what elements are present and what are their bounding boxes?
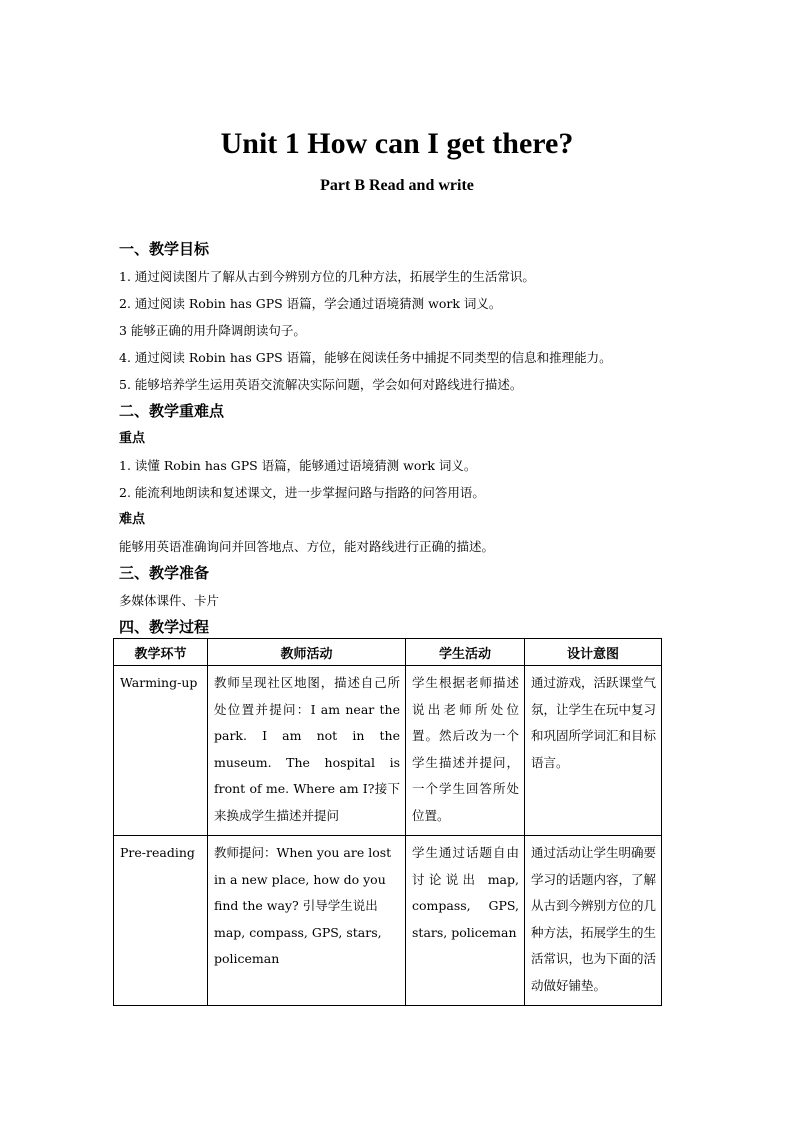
student-activity-cell: 学生根据老师描述说出老师所处位置。然后改为一个学生描述并提问，一个学生回答所处位置。 (406, 666, 525, 836)
key-points-heading: 二、教学重难点 (119, 402, 225, 420)
goal-item: 4. 通过阅读 Robin has GPS 语篇，能够在阅读任务中捕捉不同类型的信息和推理能力。 (119, 350, 612, 365)
preparation-text: 多媒体课件、卡片 (119, 593, 220, 608)
process-heading: 四、教学过程 (119, 618, 210, 636)
goal-item: 5. 能够培养学生运用英语交流解决实际问题，学会如何对路线进行描述。 (119, 377, 523, 392)
teacher-activity-cell: 教师提问：When you are lost in a new place, how do you find the way? 引导学生说出 map, compass, GPS, stars, policeman (208, 836, 406, 1006)
teacher-activity-cell: 教师呈现社区地图，描述自己所处位置并提问：I am near the park. I am not in the museum. The hospital is front of me. Where am I?接下来换成学生描述并提问 (208, 666, 406, 836)
table-row (114, 666, 662, 836)
document-title: Unit 1 How can I get there? (220, 127, 574, 160)
document-body (119, 236, 679, 1006)
column-header-purpose: 设计意图 (525, 639, 662, 666)
difficulty-label: 难点 (119, 512, 146, 527)
stage-cell: Warming-up (114, 666, 208, 836)
column-header-teacher: 教师活动 (208, 639, 406, 666)
goals-heading: 一、教学目标 (119, 240, 210, 258)
stage-cell: Pre-reading (114, 836, 208, 1006)
document-subtitle: Part B Read and write (320, 177, 474, 194)
column-header-stage: 教学环节 (114, 639, 208, 666)
focus-item: 2. 能流利地朗读和复述课文，进一步掌握问路与指路的问答用语。 (119, 485, 485, 500)
design-purpose-cell: 通过活动让学生明确要学习的话题内容，了解从古到今辨别方位的几种方法，拓展学生的生活常识，也为下面的活动做好铺垫。 (525, 836, 662, 1006)
design-purpose-cell: 通过游戏，活跃课堂气氛，让学生在玩中复习和巩固所学词汇和目标语言。 (525, 666, 662, 836)
preparation-heading: 三、教学准备 (119, 564, 210, 582)
table-header-row (114, 639, 662, 666)
goal-item: 3 能够正确的用升降调朗读句子。 (119, 323, 306, 338)
difficulty-text: 能够用英语准确询问并回答地点、方位，能对路线进行正确的描述。 (119, 539, 495, 554)
student-activity-cell: 学生通过话题自由讨论说出 map, compass, GPS, stars, policeman (406, 836, 525, 1006)
column-header-student: 学生活动 (406, 639, 525, 666)
focus-label: 重点 (119, 431, 146, 446)
process-table (113, 638, 662, 1006)
focus-item: 1. 读懂 Robin has GPS 语篇，能够通过语境猜测 work 词义。 (119, 458, 477, 473)
goal-item: 2. 通过阅读 Robin has GPS 语篇，学会通过语境猜测 work 词义。 (119, 296, 502, 311)
goal-item: 1. 通过阅读图片了解从古到今辨别方位的几种方法，拓展学生的生活常识。 (119, 269, 535, 284)
table-row (114, 836, 662, 1006)
